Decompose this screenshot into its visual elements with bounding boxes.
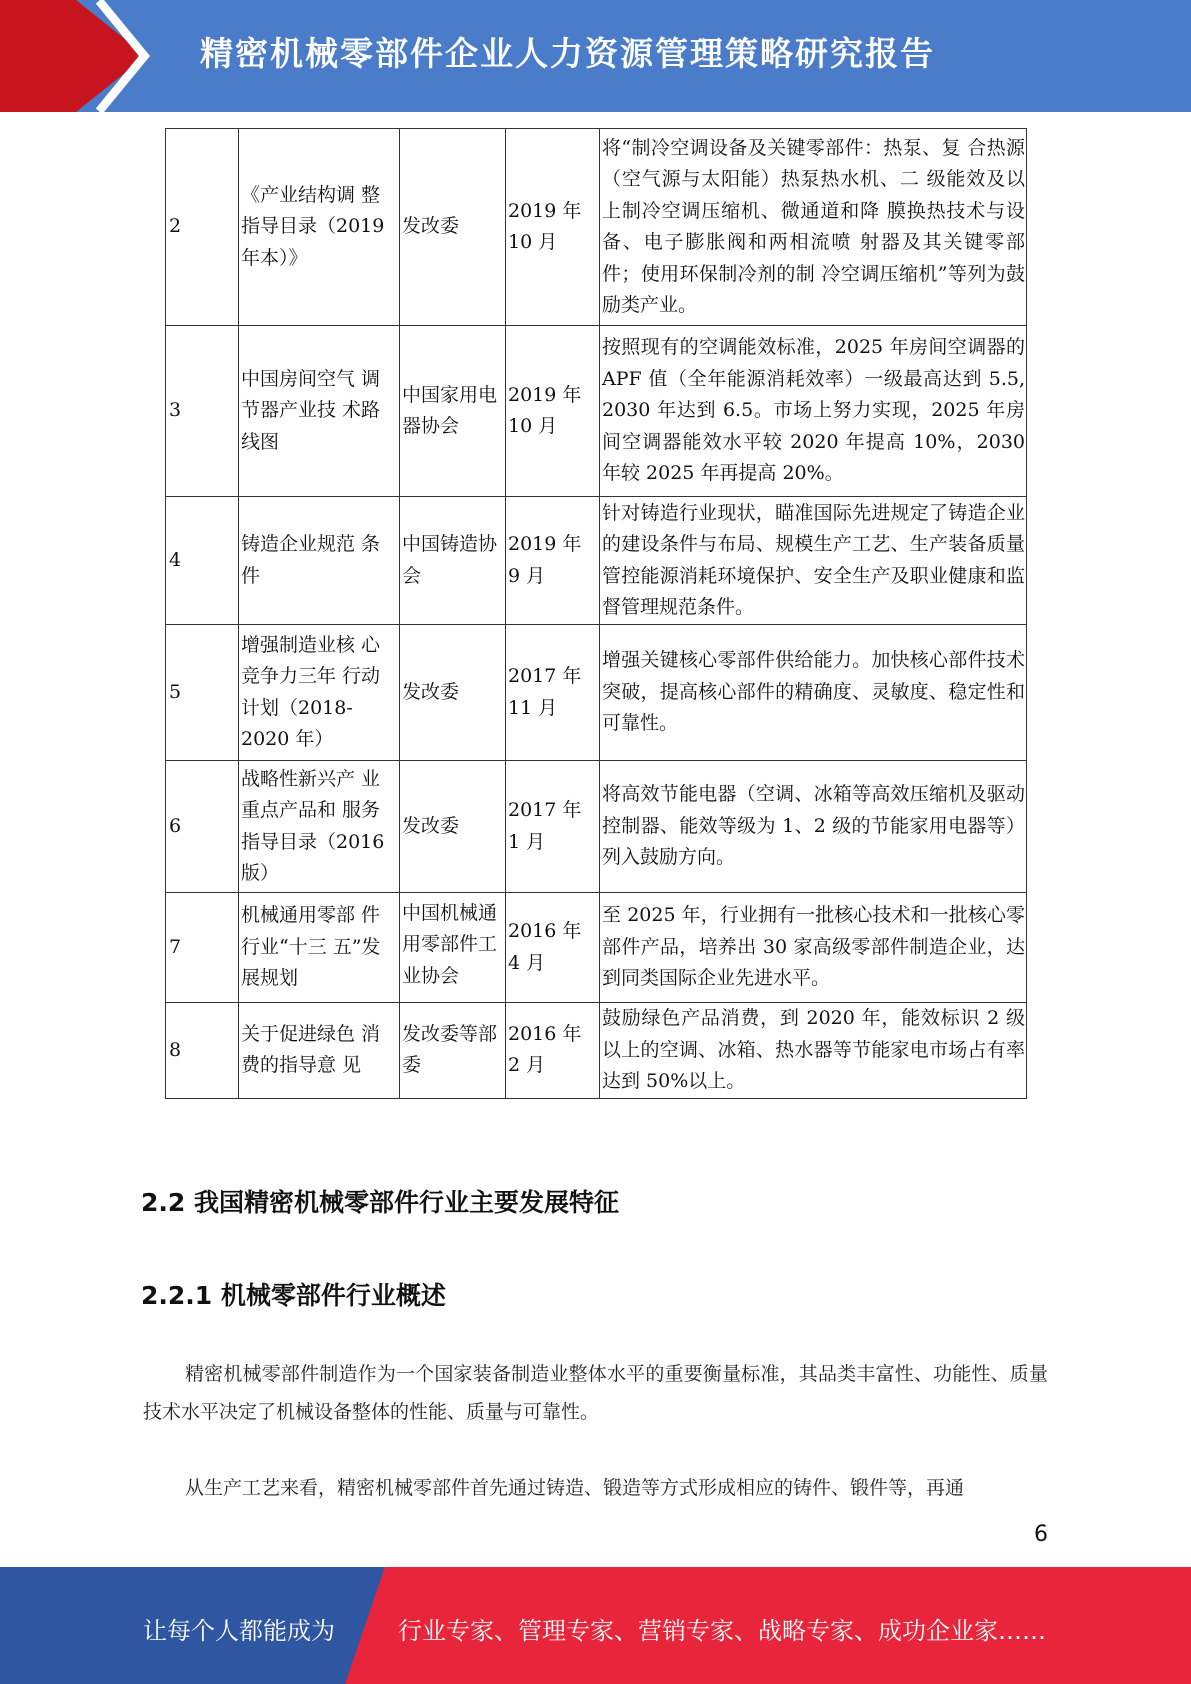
page-number: 6 <box>1034 1522 1048 1547</box>
policy-issuer: 发改委等部委 <box>400 1003 506 1099</box>
table-row <box>166 1003 1027 1099</box>
table-row <box>166 326 1027 497</box>
page-header-banner <box>0 0 1191 112</box>
policy-name: 机械通用零部 件行业“十三 五”发展规划 <box>239 893 400 1003</box>
row-number: 6 <box>166 761 239 893</box>
table-row <box>166 129 1027 326</box>
policy-table <box>165 128 1027 1099</box>
report-title: 精密机械零部件企业人力资源管理策略研究报告 <box>200 34 935 73</box>
row-number: 3 <box>166 326 239 497</box>
page-footer-banner <box>0 1567 1191 1684</box>
row-number: 7 <box>166 893 239 1003</box>
body-paragraph: 精密机械零部件制造作为一个国家装备制造业整体水平的重要衡量标准，其品类丰富性、功能性、质量技术水平决定了机械设备整体的性能、质量与可靠性。 <box>143 1363 1048 1423</box>
policy-name: 战略性新兴产 业重点产品和 服务指导目录（2016 版） <box>239 761 400 893</box>
policy-date: 2016 年 4 月 <box>506 893 600 1003</box>
policy-content: 将“制冷空调设备及关键零部件：热泵、复 合热源（空气源与太阳能）热泵热水机、二 级能效及以上制冷空调压缩机、微通道和降 膜换热技术与设备、电子膨胀阀和两相流喷 射器及其关键零部件；使用环保制冷剂的制 冷空调压缩机”等列为鼓励类产业。 <box>600 129 1027 326</box>
table-row <box>166 893 1027 1003</box>
footer-slogan-right: 行业专家、管理专家、营销专家、战略专家、成功企业家…… <box>398 1617 1046 1645</box>
table-row <box>166 497 1027 625</box>
row-number: 4 <box>166 497 239 625</box>
policy-date: 2017 年 1 月 <box>506 761 600 893</box>
subsection-heading: 2.2.1 机械零部件行业概述 <box>141 1281 446 1310</box>
policy-content: 针对铸造行业现状，瞄准国际先进规定了铸造企业的建设条件与布局、规模生产工艺、生产装备质量管控能源消耗环境保护、安全生产及职业健康和监督管理规范条件。 <box>600 497 1027 625</box>
policy-content: 将高效节能电器（空调、冰箱等高效压缩机及驱动控制器、能效等级为 1、2 级的节能家用电器等）列入鼓励方向。 <box>600 761 1027 893</box>
row-number: 8 <box>166 1003 239 1099</box>
policy-name: 中国房间空气 调节器产业技 术路线图 <box>239 326 400 497</box>
policy-issuer: 发改委 <box>400 761 506 893</box>
table-row <box>166 761 1027 893</box>
red-chevron-decoration <box>0 0 200 112</box>
policy-issuer <box>400 893 506 1003</box>
table-row <box>166 625 1027 761</box>
policy-content: 鼓励绿色产品消费，到 2020 年，能效标识 2 级以上的空调、冰箱、热水器等节能家电市场占有率达到 50%以上。 <box>600 1003 1027 1099</box>
policy-date: 2019 年 9 月 <box>506 497 600 625</box>
policy-content: 增强关键核心零部件供给能力。加快核心部件技术突破，提高核心部件的精确度、灵敏度、稳定性和可靠性。 <box>600 625 1027 761</box>
footer-slogan-left: 让每个人都能成为 <box>143 1617 335 1645</box>
policy-issuer: 中国铸造协会 <box>400 497 506 625</box>
policy-issuer: 发改委 <box>400 625 506 761</box>
policy-name: 铸造企业规范 条件 <box>239 497 400 625</box>
policy-name: 增强制造业核 心竞争力三年 行动计划（2018-2020 年） <box>239 625 400 761</box>
policy-content: 至 2025 年，行业拥有一批核心技术和一批核心零部件产品，培养出 30 家高级零部件制造企业，达到同类国际企业先进水平。 <box>600 893 1027 1003</box>
row-number: 2 <box>166 129 239 326</box>
policy-content: 按照现有的空调能效标准，2025 年房间空调器的 APF 值（全年能源消耗效率）一级最高达到 5.5, 2030 年达到 6.5。市场上努力实现，2025 年房间空调器能效水平较 2020 年提高 10%，2030 年较 2025 年再提高 20%。 <box>600 326 1027 497</box>
policy-date: 2019 年 10 月 <box>506 129 600 326</box>
row-number: 5 <box>166 625 239 761</box>
body-paragraph: 从生产工艺来看，精密机械零部件首先通过铸造、锻造等方式形成相应的铸件、锻件等，再通 <box>185 1477 965 1499</box>
policy-date: 2019 年 10 月 <box>506 326 600 497</box>
policy-name: 《产业结构调 整指导目录（2019 年本）》 <box>239 129 400 326</box>
policy-date: 2016 年 2 月 <box>506 1003 600 1099</box>
policy-issuer-text: 中国机械通用零部件工业协会 <box>402 901 498 987</box>
policy-date: 2017 年 11 月 <box>506 625 600 761</box>
section-heading: 2.2 我国精密机械零部件行业主要发展特征 <box>141 1188 619 1217</box>
policy-name: 关于促进绿色 消费的指导意 见 <box>239 1003 400 1099</box>
policy-issuer: 发改委 <box>400 129 506 326</box>
policy-issuer: 中国家用电器协会 <box>400 326 506 497</box>
